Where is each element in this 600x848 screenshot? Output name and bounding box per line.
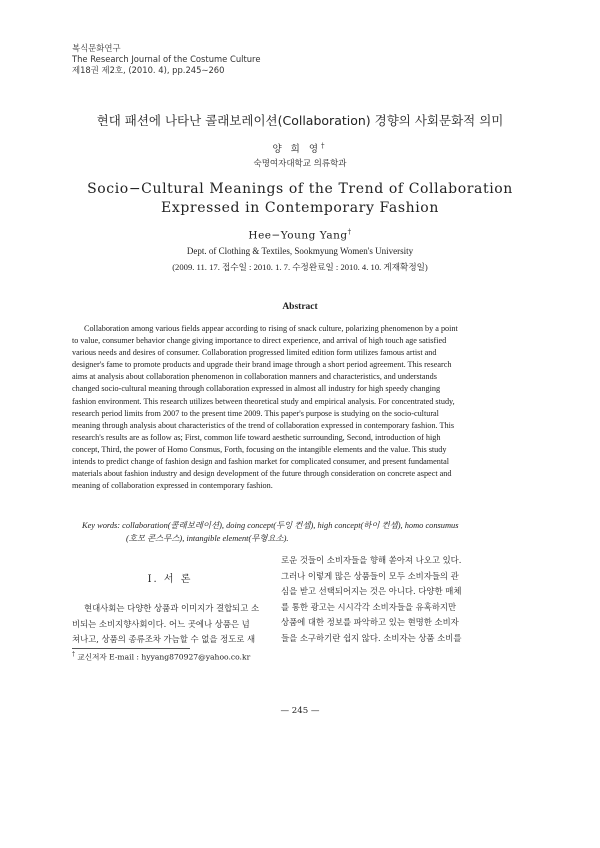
submission-dates: (2009. 11. 17. 접수일 : 2010. 1. 7. 수정완료일 : 2010. 4. 10. 게재확정일) [172,262,428,272]
body-column-left [72,560,268,648]
author-english-name: Hee−Young Yang [248,229,348,242]
body-right-line: 를 통한 광고는 시시각각 소비자들을 유혹하지만 [281,601,457,612]
body-left-line: 쳐나고, 상품의 종류조차 가늠할 수 없을 정도로 새 [72,634,256,645]
body-right-line: 들을 소구하기란 쉽지 않다. 소비자는 상품 소비를 [281,632,462,643]
abstract-heading: Abstract [282,302,318,312]
footnote-divider [72,648,190,649]
body-text-right [281,553,527,647]
section-heading-introduction: Ⅰ. 서 론 [147,574,193,585]
body-right-line: 로운 것들이 소비자들을 향해 쏟아져 나오고 있다. [281,555,462,565]
abstract-line: fashion environment. This research utilizes between theoretical study and empirical analysis. For concentrated study, [72,396,455,406]
body-left-line: 비되는 소비지향사회이다. 어느 곳에나 상품은 넘 [72,618,250,629]
title-english [0,180,600,218]
abstract-line: meaning through analysis about characteristics of the trend of collaboration expressed in contemporary fashion. This [72,420,455,430]
journal-name-ko: 복식문화연구 [72,43,121,53]
abstract-line: concept, Third, the power of Homo Consmus, Forth, focusing on the intangible elements and the value. This study [72,444,447,454]
journal-name-en: The Research Journal of the Costume Culture [72,54,261,64]
affiliation-korean: 숙명여자대학교 의류학과 [253,159,347,169]
corresponding-author-mark: † [321,141,328,150]
body-right-line: 상품에 대한 정보를 파악하고 있는 현명한 소비자 [281,617,459,628]
abstract-line: various needs and desires of consumer. Collaboration progressed limited edition form utilizes famous artist and [72,348,437,358]
title-english-line1: Socio−Cultural Meanings of the Trend of Collaboration [87,181,513,197]
author-korean-name: 양 희 영 [272,144,322,155]
body-right-line: 심을 받고 선택되어지는 것은 아니다. 다양한 매체 [281,586,462,597]
journal-header [72,43,260,76]
abstract-line: designer's fame to promote products and upgrade their brand image through a short period agreement. This research [72,360,452,370]
footnote-mark: † [72,651,75,658]
affiliation-english: Dept. of Clothing & Textiles, Sookmyung Women's University [186,246,414,256]
corresponding-author-mark-en: † [347,228,352,236]
abstract-line: research period limits from 2007 to the present time 2009. This paper's purpose is studying on the socio-cultural [72,408,439,418]
footnote [72,651,250,663]
body-column-right [281,553,527,647]
journal-issue: 제18권 제2호, (2010. 4), pp.245∼260 [72,65,225,75]
abstract-line: research's results are as follow as; First, common life toward aesthetic surrounding, Second, introduction of high [72,432,441,442]
abstract-line: changed socio-cultural meaning through collaboration expressed in almost all industry for high speedy changing [72,384,441,394]
abstract-line: aims at analysis about collaboration phenomenon in collaboration manners and characteristics, and understands [72,372,437,382]
body-right-line: 그러나 이렇게 많은 상품들이 모두 소비자들의 관 [281,570,459,581]
footnote-text: 교신저자 E-mail : hyyang870927@yahoo.co.kr [77,652,251,662]
keywords-line2: (호모 콘스무스), intangible element(무형요소). [126,534,289,543]
abstract-line: meaning of collaboration expressed in contemporary fashion. [72,481,273,491]
abstract-line: Collaboration among various fields appear according to rising of snack culture, polarizing phenomenon by a point [84,324,458,333]
abstract-line: materials about fashion industry and design development of the future through consideration on concrete aspect and [72,469,452,479]
author-english [0,228,600,242]
body-text-left [72,601,268,648]
body-left-line: 현대사회는 다양한 상품과 이미지가 결합되고 소 [84,603,260,613]
keywords-line1: Key words: collaboration(콜래보레이션), doing concept(두잉 컨셉), high concept(하이 컨셉), homo consumus [82,521,459,530]
keywords [82,519,522,545]
page-number: — 245 — [280,706,320,716]
author-korean [0,141,600,155]
abstract-line: to value, consumer behavior change giving importance to direct experience, and arrival of high touch age satisfied [72,336,447,346]
abstract-body [72,323,527,492]
abstract-line: intends to predict change of fashion design and fashion market for complicated consumer, and present fundamental [72,457,450,467]
title-korean: 현대 패션에 나타난 콜래보레이션(Collaboration) 경향의 사회문화적 의미 [96,113,504,128]
title-english-line2: Expressed in Contemporary Fashion [161,200,439,216]
